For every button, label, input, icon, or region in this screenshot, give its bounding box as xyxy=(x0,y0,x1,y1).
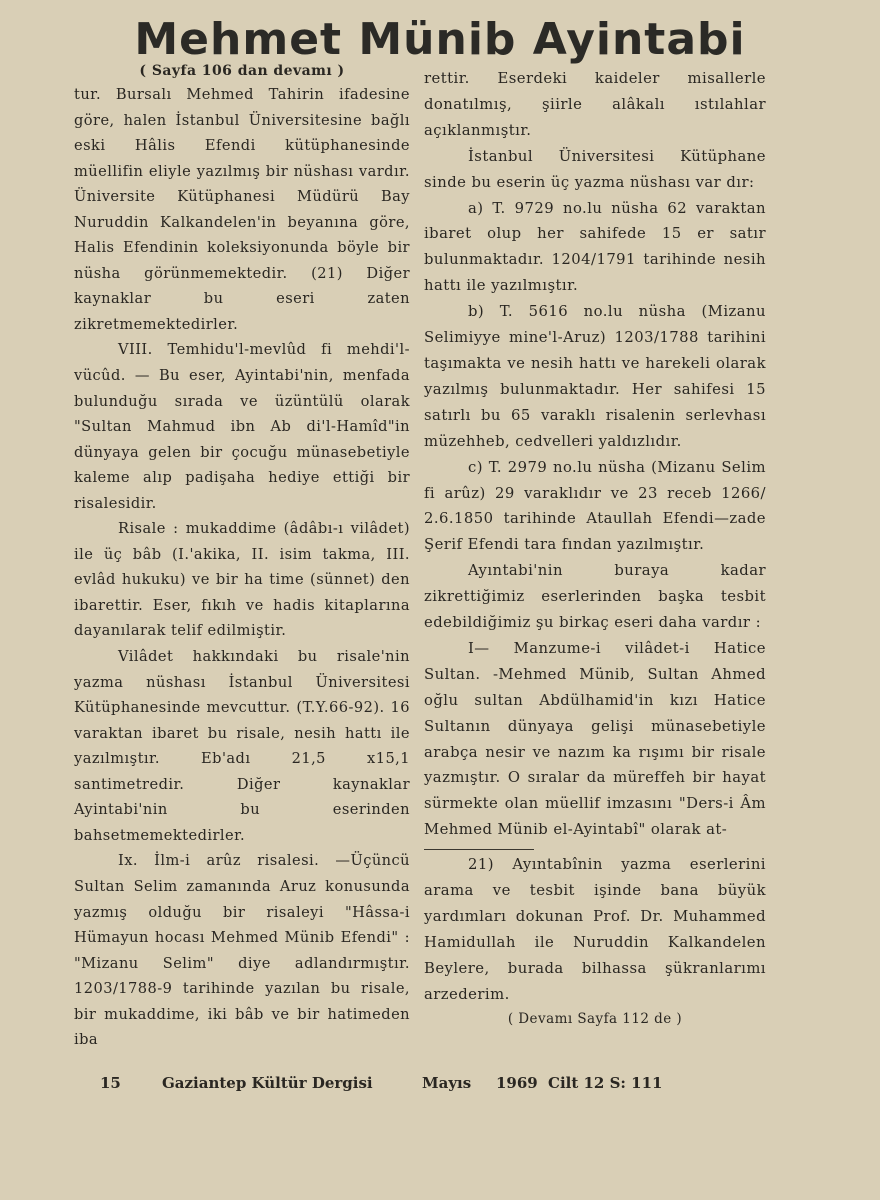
footnote: 21) Ayıntabînin yazma eserlerini arama ve tesbit işinde bana büyük yardımları dokunan Prof. Dr. Muhammed Hamidullah ile Nuruddin Kalkandelen Beylere, burada bilhassa şükranlarımı arzederim. xyxy=(424,856,766,1003)
paragraph: b) T. 5616 no.lu nüsha (Mizanu Selimiyye mine'l-Aruz) 1203/1788 tarihini taşımakta ve nesih hattı ve harekeli olarak yazılmış bulunmaktadır. Her sahifesi 15 satırlı bu 65 varaklı risalenin serlevhası müzehheb, cedvelleri yaldızlıdır. xyxy=(424,303,766,450)
paragraph: a) T. 9729 no.lu nüsha 62 varaktan ibaret olup her sahifede 15 er satır bulunmaktadır. 1204/1791 tarihinde nesih hattı ile yazılmıştır. xyxy=(424,199,766,295)
paragraph: Risale : mukaddime (âdâbı-ı vilâdet) ile üç bâb (I.'akika, II. isim takma, III. evlâd hukuku) ve bir ha time (sünnet) den ibarettir. Eser, fıkıh ve hadis kitaplarına dayanılarak telif edilmiştir. xyxy=(74,520,410,640)
paragraph: İstanbul Üniversitesi Kütüphane sinde bu eserin üç yazma nüshası var dır: xyxy=(424,147,766,191)
issue-year: 1969 xyxy=(496,1074,538,1092)
continued-to-note: ( Devamı Sayfa 112 de ) xyxy=(507,1010,683,1027)
paragraph: tur. Bursalı Mehmed Tahirin ifadesine göre, halen İstanbul Üniversitesine bağlı eski Hâlis Efendi kütüphanesinde müellifin eliyle yazılmış bir nüshası vardır. Üniversite Kütüphanesi Müdürü Bay Nuruddin Kalkandelen'in beyanına göre, Halis Efendinin koleksiyonunda böyle bir nüsha görünmemektedir. (21) Diğer kaynaklar bu eseri zaten zikretmemektedirler. xyxy=(74,86,410,333)
right-column xyxy=(424,66,766,1030)
article-title: Mehmet Münib Ayintabi xyxy=(134,14,746,65)
paragraph: Ayıntabi'nin buraya kadar zikrettiğimiz eserlerinden başka tesbit edebildiğimiz şu birkaç eseri daha vardır : xyxy=(424,562,766,632)
issue-month: Mayıs xyxy=(422,1074,472,1092)
paragraph: Vilâdet hakkındaki bu risale'nin yazma nüshası İstanbul Üniversitesi Kütüphanesinde mevcuttur. (T.Y.66-92). 16 varaktan ibaret bu risale, nesih hattı ile yazılmıştır. Eb'adı 21,5 x15,1 santimetredir. Diğer kaynaklar Ayintabi'nin bu eserinden bahsetmemektedirler. xyxy=(74,648,410,844)
page-footer xyxy=(0,1074,880,1100)
paragraph: I— Manzume-i vilâdet-i Hatice Sultan. -Mehmed Münib, Sultan Ahmed oğlu sultan Abdülhamid'in kızı Hatice Sultanın dünyaya gelişi münasebetiyle arabça nesir ve nazım ka rışımı bir risale yazmıştır. O sıralar da müreffeh bir hayat sürmekte olan müellif imzasını "Ders-i Âm Mehmed Münib el-Ayintabî" olarak at- xyxy=(424,639,766,839)
paragraph: VIII. Temhidu'l-mevlûd fi mehdi'l-vücûd. — Bu eser, Ayintabi'nin, menfada bulunduğu sırada ve üzüntülü olarak "Sultan Mahmud ibn Ab di'l-Hamîd"in dünyaya gelen bir çocuğu münasebetiyle kaleme alıp padişaha hediye ettiği bir risalesidir. xyxy=(74,341,410,512)
paragraph: c) T. 2979 no.lu nüsha (Mizanu Selim fi arûz) 29 varaklıdır ve 23 receb 1266/ 2.6.1850 tarihinde Ataullah Efendi—zade Şerif Efendi tara fından yazılmıştır. xyxy=(424,458,766,554)
journal-name: Gaziantep Kültür Dergisi xyxy=(162,1074,373,1092)
page-number: 15 xyxy=(100,1074,121,1092)
left-column xyxy=(74,60,410,1053)
footnote-divider xyxy=(424,849,534,850)
issue-volume: Cilt 12 S: 111 xyxy=(548,1074,663,1092)
paragraph: Ix. İlm-i arûz risalesi. —Üçüncü Sultan Selim zamanında Aruz konusunda yazmış olduğu bir risaleyi "Hâssa-i Hümayun hocası Mehmed Münib Efendi" : "Mizanu Selim" diye adlandırmıştır. 1203/1788-9 tarihinde yazılan bu risale, bir mukaddime, iki bâb ve bir hatimeden iba xyxy=(74,852,410,1049)
continued-from-note: ( Sayfa 106 dan devamı ) xyxy=(139,63,345,79)
paragraph: rettir. Eserdeki kaideler misallerle donatılmış, şiirle alâkalı ıstılahlar açıklanmıştır. xyxy=(424,70,766,139)
